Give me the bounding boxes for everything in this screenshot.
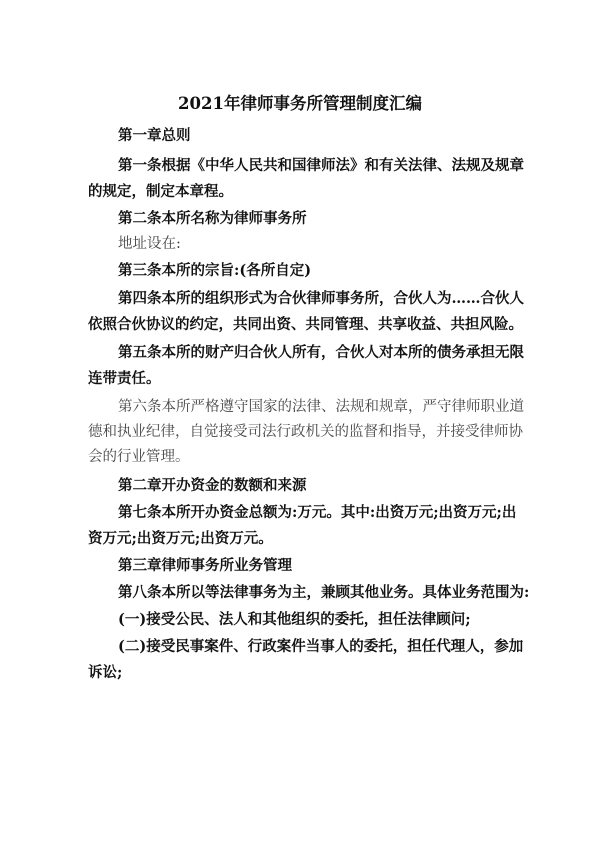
article-3: 第三条本所的宗旨:(各所自定): [118, 262, 312, 279]
article-4-line-2: 依照合伙协议的约定，共同出资、共同管理、共享收益、共担风险。: [88, 316, 523, 333]
article-7-line-1: 第七条本所开办资金总额为:万元。其中:出资万元;出资万元;出: [118, 504, 517, 521]
item-1: (一)接受公民、法人和其他组织的委托，担任法律顾问;: [118, 611, 471, 628]
item-2-line-2: 诉讼;: [88, 664, 123, 681]
article-4-line-1: 第四条本所的组织形式为合伙律师事务所，合伙人为……合伙人: [118, 290, 524, 307]
article-5-line-1: 第五条本所的财产归合伙人所有，合伙人对本所的债务承担无限: [118, 344, 524, 361]
article-8: 第八条本所以等法律事务为主，兼顾其他业务。具体业务范围为:: [118, 584, 530, 601]
article-6-line-2: 德和执业纪律，自觉接受司法行政机关的监督和指导，并接受律师协: [88, 424, 523, 440]
address-line: 地址设在:: [118, 236, 181, 252]
article-2: 第二条本所名称为律师事务所: [118, 210, 307, 227]
article-6-line-3: 会的行业管理。: [88, 449, 190, 465]
chapter-2-heading: 第二章开办资金的数额和来源: [118, 477, 307, 494]
article-7-line-2: 资万元;出资万元;出资万元。: [88, 530, 273, 547]
article-5-line-2: 连带责任。: [88, 370, 161, 387]
article-1-line-1: 第一条根据《中华人民共和国律师法》和有关法律、法规及规章: [118, 157, 524, 174]
item-2-line-1: (二)接受民事案件、行政案件当事人的委托，担任代理人，参加: [118, 638, 524, 655]
chapter-3-heading: 第三章律师事务所业务管理: [118, 557, 292, 574]
article-1-line-2: 的规定，制定本章程。: [88, 183, 233, 200]
article-6-line-1: 第六条本所严格遵守国家的法律、法规和规章，严守律师职业道: [118, 399, 524, 415]
document-title: 2021年律师事务所管理制度汇编: [178, 94, 422, 113]
chapter-1-heading: 第一章总则: [118, 127, 191, 144]
